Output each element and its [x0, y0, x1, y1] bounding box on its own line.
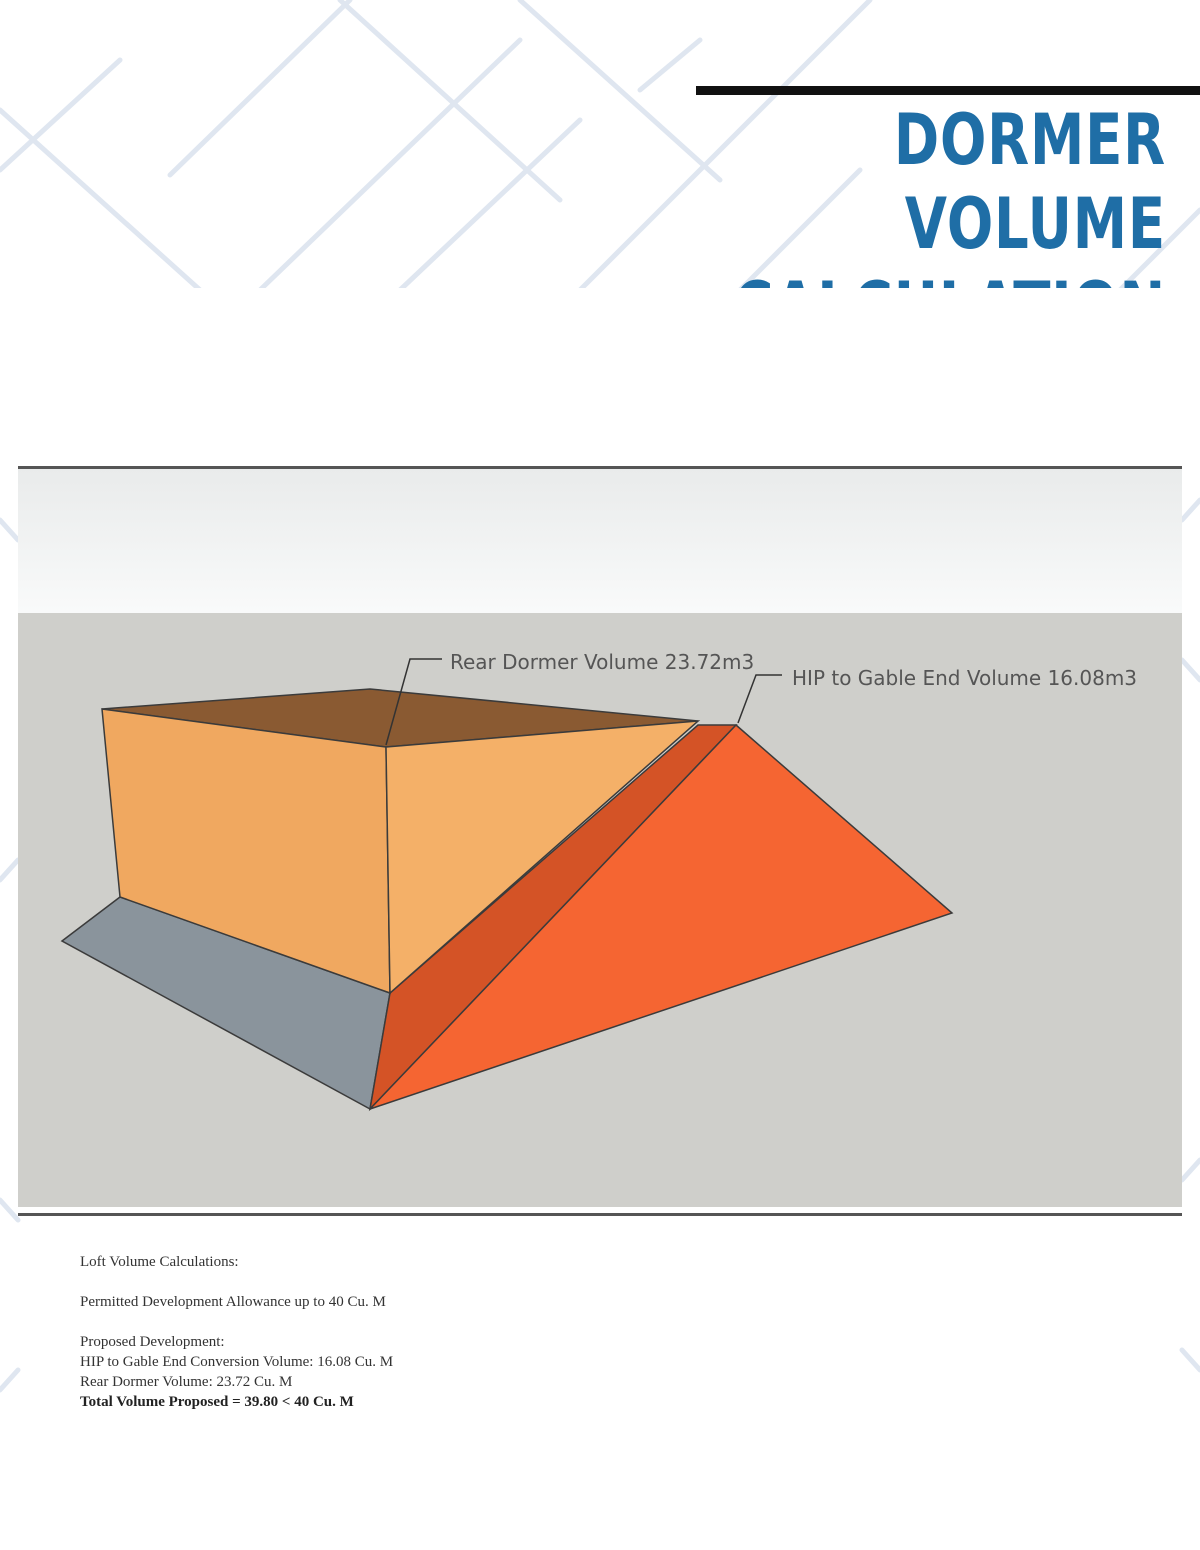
sky-area [18, 469, 1182, 613]
allowance-line: Permitted Development Allowance up to 40 Cu. M [80, 1294, 386, 1310]
proposed-heading: Proposed Development: [80, 1334, 225, 1350]
dormer-volume-figure [18, 466, 1182, 1216]
rear-dormer-volume-label: Rear Dormer Volume 23.72m3 [450, 650, 755, 674]
rear-volume-line: Rear Dormer Volume: 23.72 Cu. M [80, 1374, 293, 1390]
header-spacer [0, 288, 1200, 438]
spacer [80, 1272, 780, 1292]
calculations-heading: Loft Volume Calculations: [80, 1254, 239, 1270]
volume-calculations [80, 1252, 780, 1412]
dormer-3d-model [18, 469, 1182, 1207]
hip-volume-line: HIP to Gable End Conversion Volume: 16.08 Cu. M [80, 1354, 394, 1370]
spacer [80, 1312, 780, 1332]
hip-gable-volume-label: HIP to Gable End Volume 16.08m3 [792, 666, 1138, 690]
page-title-line-1: DORMER VOLUME [893, 99, 1166, 265]
total-volume-line: Total Volume Proposed = 39.80 < 40 Cu. M [80, 1394, 354, 1410]
title-accent-bar [696, 86, 1200, 95]
